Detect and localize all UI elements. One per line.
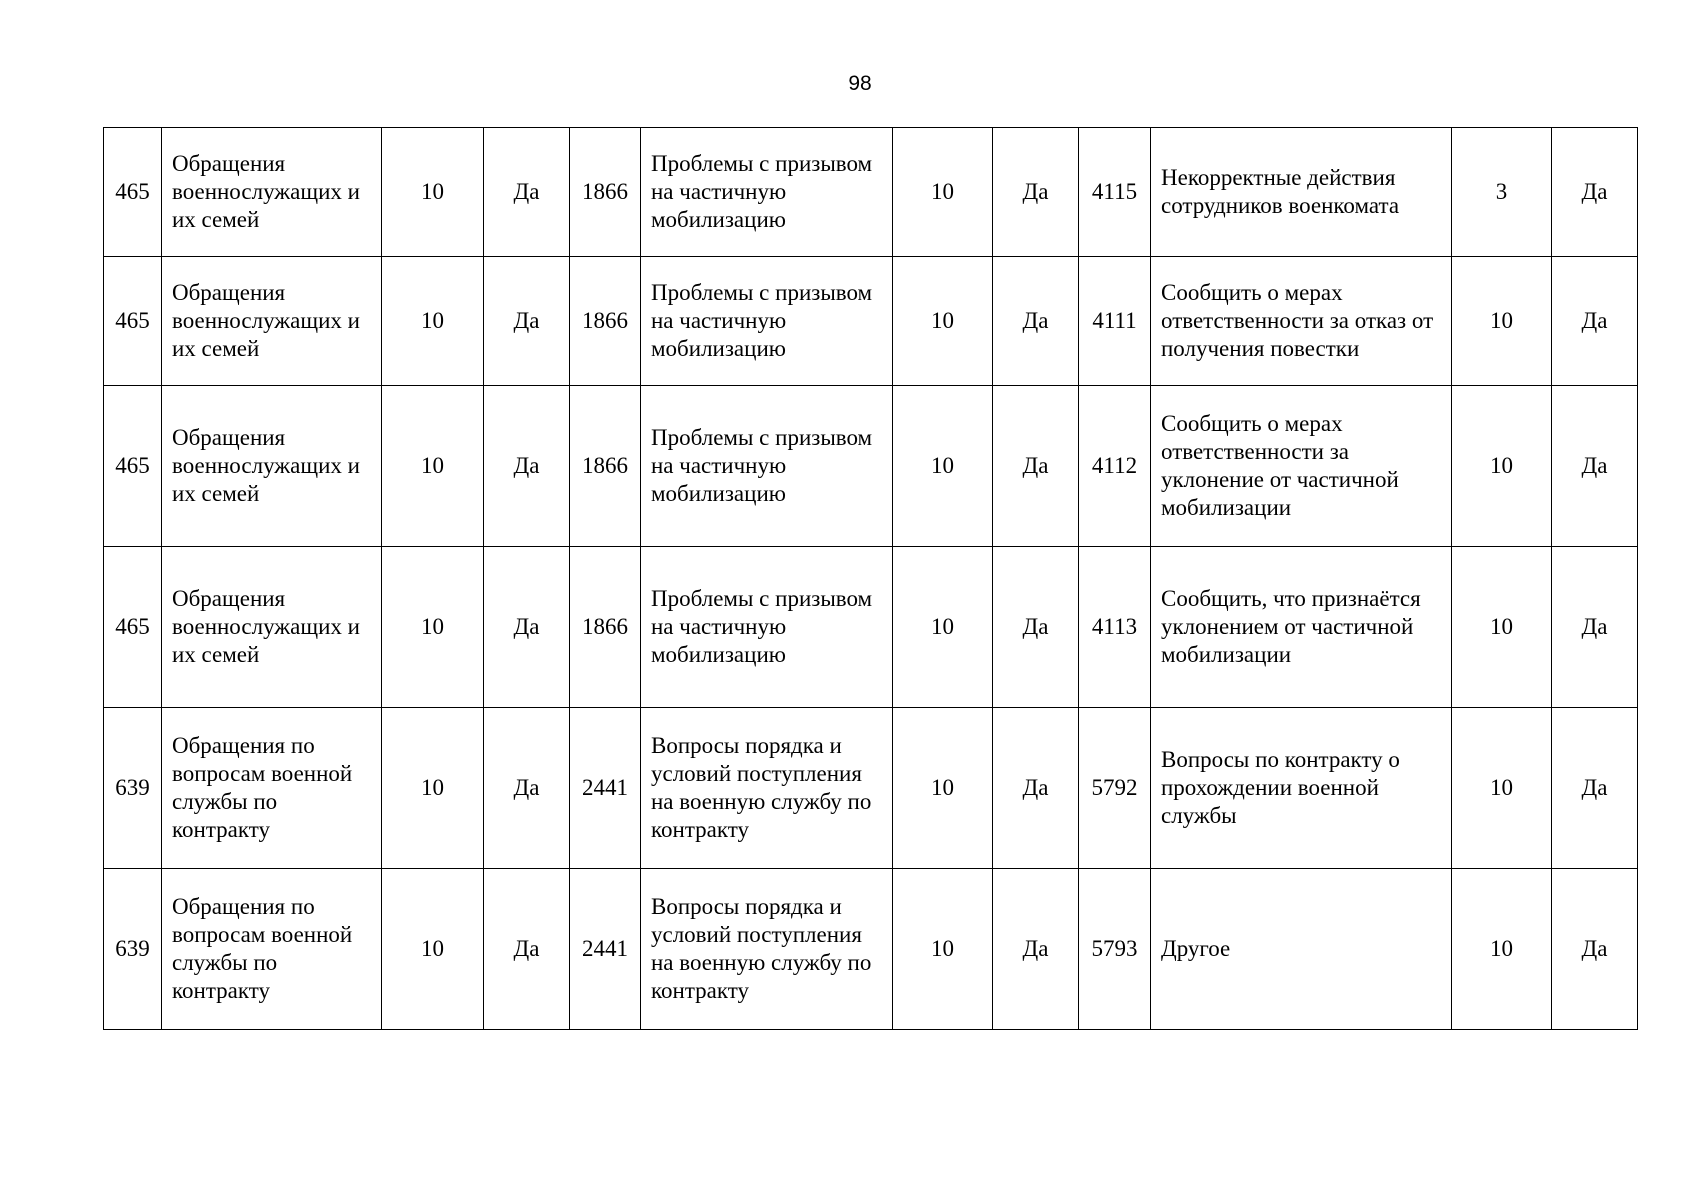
code-1-cell: 465 — [104, 257, 162, 386]
name-1-cell: Обращения военнослужащих и их семей — [162, 128, 382, 257]
value-2-cell: 10 — [893, 128, 993, 257]
name-2-cell: Вопросы порядка и условий поступления на военную службу по контракту — [641, 708, 893, 869]
name-3-cell: Сообщить, что признаётся уклонением от частичной мобилизации — [1151, 547, 1452, 708]
code-1-cell: 639 — [104, 869, 162, 1030]
flag-2-cell: Да — [993, 386, 1079, 547]
table-row — [104, 869, 1638, 1030]
code-3-cell: 4113 — [1079, 547, 1151, 708]
flag-3-cell: Да — [1552, 386, 1638, 547]
name-1-cell: Обращения по вопросам военной службы по контракту — [162, 869, 382, 1030]
flag-1-cell: Да — [484, 128, 570, 257]
name-1-cell: Обращения военнослужащих и их семей — [162, 547, 382, 708]
value-2-cell: 10 — [893, 708, 993, 869]
name-3-cell: Другое — [1151, 869, 1452, 1030]
flag-3-cell: Да — [1552, 869, 1638, 1030]
page-number: 98 — [848, 72, 872, 95]
value-1-cell: 10 — [382, 128, 484, 257]
flag-2-cell: Да — [993, 257, 1079, 386]
value-1-cell: 10 — [382, 547, 484, 708]
code-3-cell: 5793 — [1079, 869, 1151, 1030]
table-row — [104, 708, 1638, 869]
table-row — [104, 257, 1638, 386]
value-3-cell: 10 — [1452, 547, 1552, 708]
code-2-cell: 1866 — [570, 257, 641, 386]
code-3-cell: 4112 — [1079, 386, 1151, 547]
name-1-cell: Обращения военнослужащих и их семей — [162, 257, 382, 386]
classification-table — [103, 127, 1638, 1030]
code-1-cell: 465 — [104, 547, 162, 708]
value-2-cell: 10 — [893, 547, 993, 708]
value-3-cell: 3 — [1452, 128, 1552, 257]
name-1-cell: Обращения военнослужащих и их семей — [162, 386, 382, 547]
flag-3-cell: Да — [1552, 547, 1638, 708]
flag-1-cell: Да — [484, 708, 570, 869]
flag-3-cell: Да — [1552, 257, 1638, 386]
flag-2-cell: Да — [993, 869, 1079, 1030]
code-2-cell: 1866 — [570, 386, 641, 547]
name-2-cell: Проблемы с призывом на частичную мобилизацию — [641, 257, 893, 386]
flag-3-cell: Да — [1552, 708, 1638, 869]
name-3-cell: Некорректные действия сотрудников военкомата — [1151, 128, 1452, 257]
name-3-cell: Сообщить о мерах ответственности за отказ от получения повестки — [1151, 257, 1452, 386]
name-3-cell: Сообщить о мерах ответственности за уклонение от частичной мобилизации — [1151, 386, 1452, 547]
flag-1-cell: Да — [484, 386, 570, 547]
table-row — [104, 128, 1638, 257]
code-2-cell: 1866 — [570, 128, 641, 257]
code-3-cell: 4111 — [1079, 257, 1151, 386]
flag-2-cell: Да — [993, 128, 1079, 257]
code-2-cell: 2441 — [570, 869, 641, 1030]
name-3-cell: Вопросы по контракту о прохождении военной службы — [1151, 708, 1452, 869]
value-1-cell: 10 — [382, 386, 484, 547]
flag-1-cell: Да — [484, 257, 570, 386]
code-1-cell: 465 — [104, 386, 162, 547]
value-2-cell: 10 — [893, 869, 993, 1030]
flag-1-cell: Да — [484, 869, 570, 1030]
value-3-cell: 10 — [1452, 708, 1552, 869]
code-1-cell: 465 — [104, 128, 162, 257]
name-2-cell: Проблемы с призывом на частичную мобилизацию — [641, 547, 893, 708]
value-1-cell: 10 — [382, 708, 484, 869]
value-3-cell: 10 — [1452, 869, 1552, 1030]
value-3-cell: 10 — [1452, 386, 1552, 547]
name-2-cell: Вопросы порядка и условий поступления на военную службу по контракту — [641, 869, 893, 1030]
value-3-cell: 10 — [1452, 257, 1552, 386]
table-row — [104, 547, 1638, 708]
name-2-cell: Проблемы с призывом на частичную мобилизацию — [641, 386, 893, 547]
flag-3-cell: Да — [1552, 128, 1638, 257]
name-1-cell: Обращения по вопросам военной службы по контракту — [162, 708, 382, 869]
value-1-cell: 10 — [382, 257, 484, 386]
code-3-cell: 4115 — [1079, 128, 1151, 257]
code-2-cell: 2441 — [570, 708, 641, 869]
code-3-cell: 5792 — [1079, 708, 1151, 869]
value-2-cell: 10 — [893, 257, 993, 386]
flag-2-cell: Да — [993, 547, 1079, 708]
value-2-cell: 10 — [893, 386, 993, 547]
flag-2-cell: Да — [993, 708, 1079, 869]
flag-1-cell: Да — [484, 547, 570, 708]
code-1-cell: 639 — [104, 708, 162, 869]
table-row — [104, 386, 1638, 547]
value-1-cell: 10 — [382, 869, 484, 1030]
code-2-cell: 1866 — [570, 547, 641, 708]
name-2-cell: Проблемы с призывом на частичную мобилизацию — [641, 128, 893, 257]
